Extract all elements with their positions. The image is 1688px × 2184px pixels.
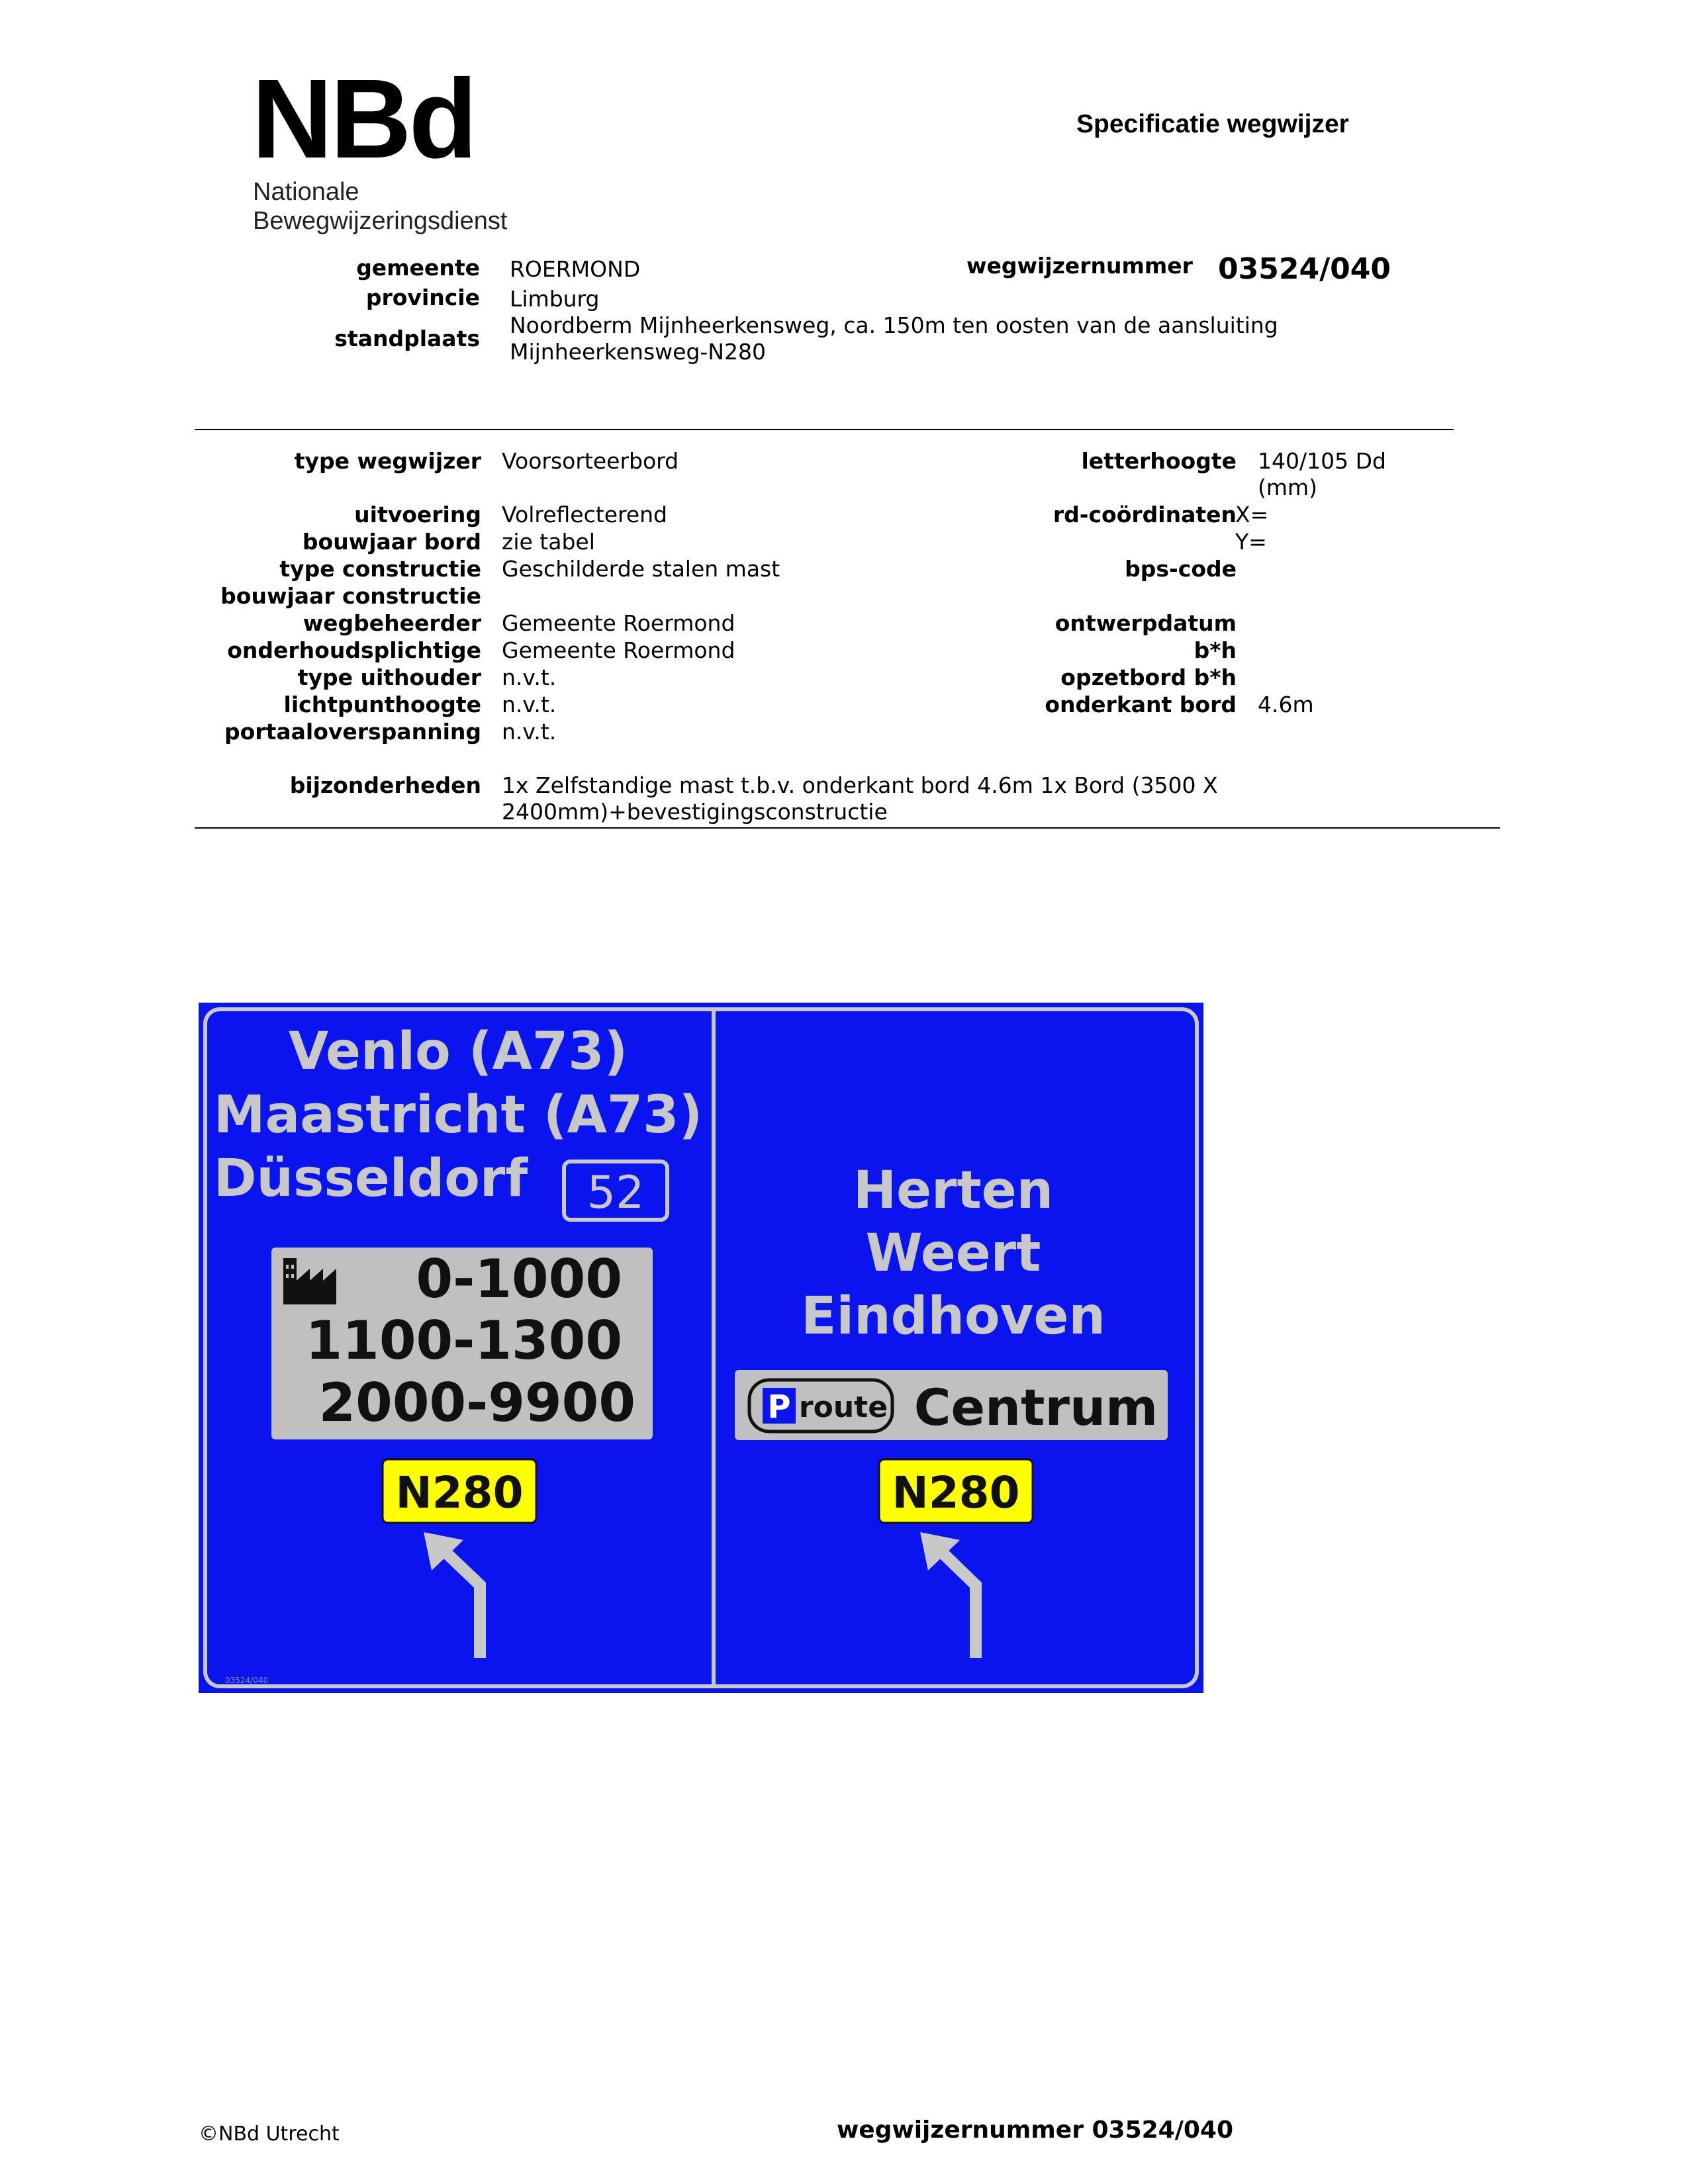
- bijzonderheden-label: bijzonderheden: [289, 772, 481, 798]
- provincie-label: provincie: [365, 285, 480, 310]
- spec-value: X=: [1235, 502, 1269, 527]
- road-sign: [199, 1003, 1203, 1693]
- footer-copyright: ©NBd Utrecht: [199, 2122, 340, 2146]
- spec-label: b*h: [1194, 637, 1237, 663]
- spec-label: opzetbord b*h: [1060, 664, 1237, 690]
- spec-value: Geschilderde stalen mast: [502, 556, 780, 582]
- spec-label: portaaloverspanning: [224, 719, 481, 745]
- road-number-left: [383, 1459, 536, 1523]
- spec-label: type uithouder: [297, 664, 481, 690]
- spec-label: onderkant bord: [1045, 692, 1237, 717]
- divider-bottom: [195, 827, 1500, 829]
- spec-label: type constructie: [279, 556, 481, 582]
- bijzonderheden-value: 1x Zelfstandige mast t.b.v. onderkant bord 4.6m 1x Bord (3500 X 2400mm)+bevestigingsconstructie: [502, 772, 1218, 825]
- parking-destination: Centrum: [914, 1378, 1158, 1437]
- gemeente-label: gemeente: [356, 255, 480, 281]
- destination-venlo: Venlo (A73): [288, 1022, 628, 1081]
- spec-value: Volreflecterend: [502, 502, 667, 527]
- divider-top: [195, 429, 1454, 430]
- industry-range: 0-1000: [416, 1248, 622, 1310]
- footer-number: wegwijzernummer 03524/040: [837, 2116, 1234, 2144]
- spec-label: bouwjaar bord: [302, 529, 481, 555]
- gemeente-value: ROERMOND: [510, 256, 641, 282]
- organisation-name: [253, 177, 507, 236]
- spec-label: bouwjaar constructie: [220, 583, 481, 609]
- industry-panel: [271, 1248, 653, 1439]
- industry-range: 2000-9900: [318, 1372, 635, 1433]
- spec-value: 4.6m: [1258, 692, 1314, 717]
- organisation-line-1: Nationale: [253, 178, 359, 206]
- document-title: Specificatie wegwijzer: [1076, 110, 1349, 138]
- road-number-left-text: N280: [395, 1467, 524, 1518]
- spec-value: n.v.t.: [502, 719, 557, 745]
- destination-eindhoven: Eindhoven: [801, 1287, 1105, 1346]
- spec-value: n.v.t.: [502, 692, 557, 717]
- spec-label: uitvoering: [354, 502, 481, 527]
- road-number-right-text: N280: [892, 1467, 1020, 1518]
- spec-value: zie tabel: [502, 529, 595, 555]
- spec-label: wegbeheerder: [303, 610, 481, 636]
- spec-label: lichtpunthoogte: [283, 692, 481, 717]
- destination-herten: Herten: [853, 1161, 1054, 1220]
- spec-label: rd-coördinaten: [1053, 502, 1237, 527]
- road-number-right: [879, 1459, 1033, 1523]
- standplaats-value: Noordberm Mijnheerkensweg, ca. 150m ten oosten van de aansluiting Mijnheerkensweg-N280: [510, 312, 1278, 365]
- spec-label: ontwerpdatum: [1055, 610, 1237, 636]
- nbd-logo: NBd: [252, 56, 475, 182]
- spec-label: letterhoogte: [1081, 448, 1237, 474]
- spec-label: onderhoudsplichtige: [227, 637, 481, 663]
- provincie-value: Limburg: [510, 286, 600, 312]
- autobahn-number: 52: [586, 1167, 645, 1219]
- spec-value: 140/105 Dd (mm): [1258, 448, 1386, 500]
- spec-value: Y=: [1235, 529, 1267, 555]
- spec-value: Voorsorteerbord: [502, 448, 679, 474]
- wegwijzernummer-value: 03524/040: [1218, 252, 1391, 286]
- spec-label: bps-code: [1125, 556, 1237, 582]
- spec-value: Gemeente Roermond: [502, 610, 735, 636]
- destination-dusseldorf: Düsseldorf: [213, 1149, 528, 1208]
- spec-value: n.v.t.: [502, 664, 557, 690]
- standplaats-label: standplaats: [334, 326, 480, 351]
- destination-maastricht: Maastricht (A73): [213, 1085, 703, 1145]
- road-sign-graphic: [199, 1003, 1203, 1693]
- wegwijzernummer-label: wegwijzernummer: [966, 253, 1193, 279]
- parking-p-letter: P: [767, 1388, 791, 1426]
- spec-label: type wegwijzer: [294, 448, 481, 474]
- destination-weert: Weert: [865, 1224, 1041, 1283]
- parking-route-text: route: [798, 1390, 888, 1424]
- industry-range: 1100-1300: [305, 1310, 622, 1371]
- organisation-line-2: Bewegwijzeringsdienst: [253, 207, 508, 235]
- spec-value: Gemeente Roermond: [502, 637, 735, 663]
- sign-id-small: 03524/040: [225, 1676, 269, 1685]
- parking-route-panel: [735, 1370, 1168, 1440]
